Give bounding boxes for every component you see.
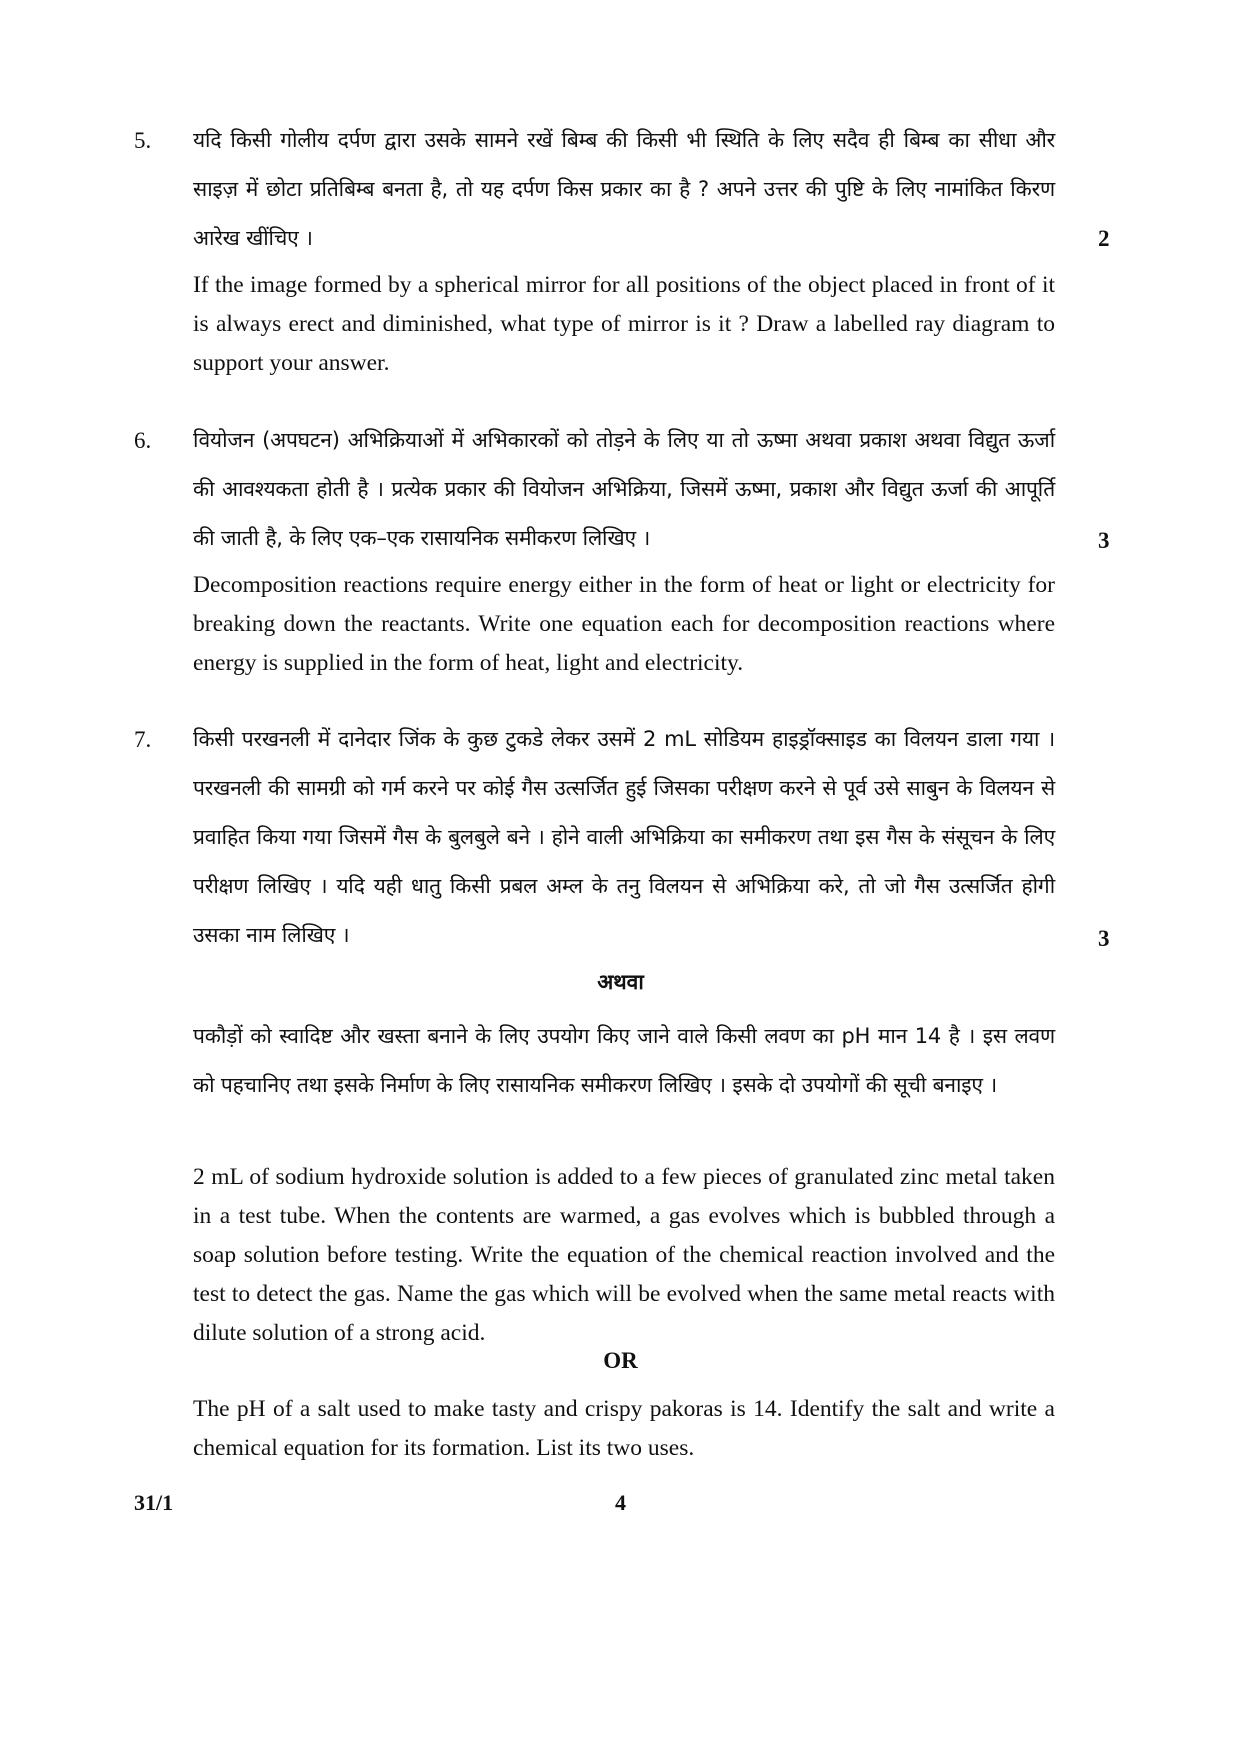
question-5-english-text: If the image formed by a spherical mirror for all positions of the object placed in front of it is always erect and diminished, what type of mirror is it ? Draw a labelled ray diagram to support your answer. [193,272,1055,376]
paper-code: 31/1 [134,1490,174,1515]
question-7-marks: 3 [1098,926,1110,951]
question-7-alternative-hindi-text: पकौड़ों को स्वादिष्ट और खस्ता बनाने के लिए उपयोग किए जाने वाले किसी लवण का pH मान 14 है । इस लवण को पहचानिए तथा इसके निर्माण के लिए रासायनिक समीकरण लिखिए । इसके दो उपयोगों की सूची बनाइए । [193,1024,1055,1097]
question-6-english-text: Decomposition reactions require energy either in the form of heat or light or electricity for breaking down the reactants. Write one equation each for decomposition reactions where energy is supplied in the form of heat, light and electricity. [193,572,1055,676]
question-5-number: 5. [134,128,152,153]
question-7-english-text: 2 mL of sodium hydroxide solution is added to a few pieces of granulated zinc metal taken in a test tube. When the contents are warmed, a gas evolves which is bubbled through a soap solution before testing. Write the equation of the chemical reaction involved and the test to detect the gas. Name the gas which will be evolved when the same metal reacts with dilute solution of a strong acid. [193,1164,1055,1346]
question-7-or-english: OR [603,1348,638,1373]
question-5-marks: 2 [1098,226,1110,251]
question-6-number: 6. [134,428,152,453]
question-6-marks: 3 [1098,528,1110,553]
question-7-hindi-text: किसी परखनली में दानेदार जिंक के कुछ टुकडे लेकर उसमें 2 mL सोडियम हाइड्रॉक्साइड का विलयन डाला गया । परखनली की सामग्री को गर्म करने पर कोई गैस उत्सर्जित हुई जिसका परीक्षण करने से पूर्व उसे साबुन के विलयन से प्रवाहित किया गया जिसमें गैस के बुलबुले बने । होने वाली अभिक्रिया का समीकरण तथा इस गैस के संसूचन के लिए परीक्षण लिखिए । यदि यही धातु किसी प्रबल अम्ल के तनु विलयन से अभिक्रिया करे, तो जो गैस उत्सर्जित होगी उसका नाम लिखिए । [193,727,1055,947]
question-7-number: 7. [134,727,152,752]
question-6-hindi-text: वियोजन (अपघटन) अभिक्रियाओं में अभिकारकों को तोड़ने के लिए या तो ऊष्मा अथवा प्रकाश अथवा विद्युत ऊर्जा की आवश्यकता होती है । प्रत्येक प्रकार की वियोजन अभिक्रिया, जिसमें ऊष्मा, प्रकाश और विद्युत ऊर्जा की आपूर्ति की जाती है, के लिए एक–एक रासायनिक समीकरण लिखिए । [193,428,1055,550]
page-number: 4 [615,1490,626,1515]
question-7-alternative-english-text: The pH of a salt used to make tasty and crispy pakoras is 14. Identify the salt and write a chemical equation for its formation. List its two uses. [193,1396,1055,1461]
question-7-or-hindi: अथवा [597,970,644,994]
question-5-hindi-text: यदि किसी गोलीय दर्पण द्वारा उसके सामने रखें बिम्ब की किसी भी स्थिति के लिए सदैव ही बिम्ब का सीधा और साइज़ में छोटा प्रतिबिम्ब बनता है, तो यह दर्पण किस प्रकार का है ? अपने उत्तर की पुष्टि के लिए नामांकित किरण आरेख खींचिए । [193,128,1055,250]
